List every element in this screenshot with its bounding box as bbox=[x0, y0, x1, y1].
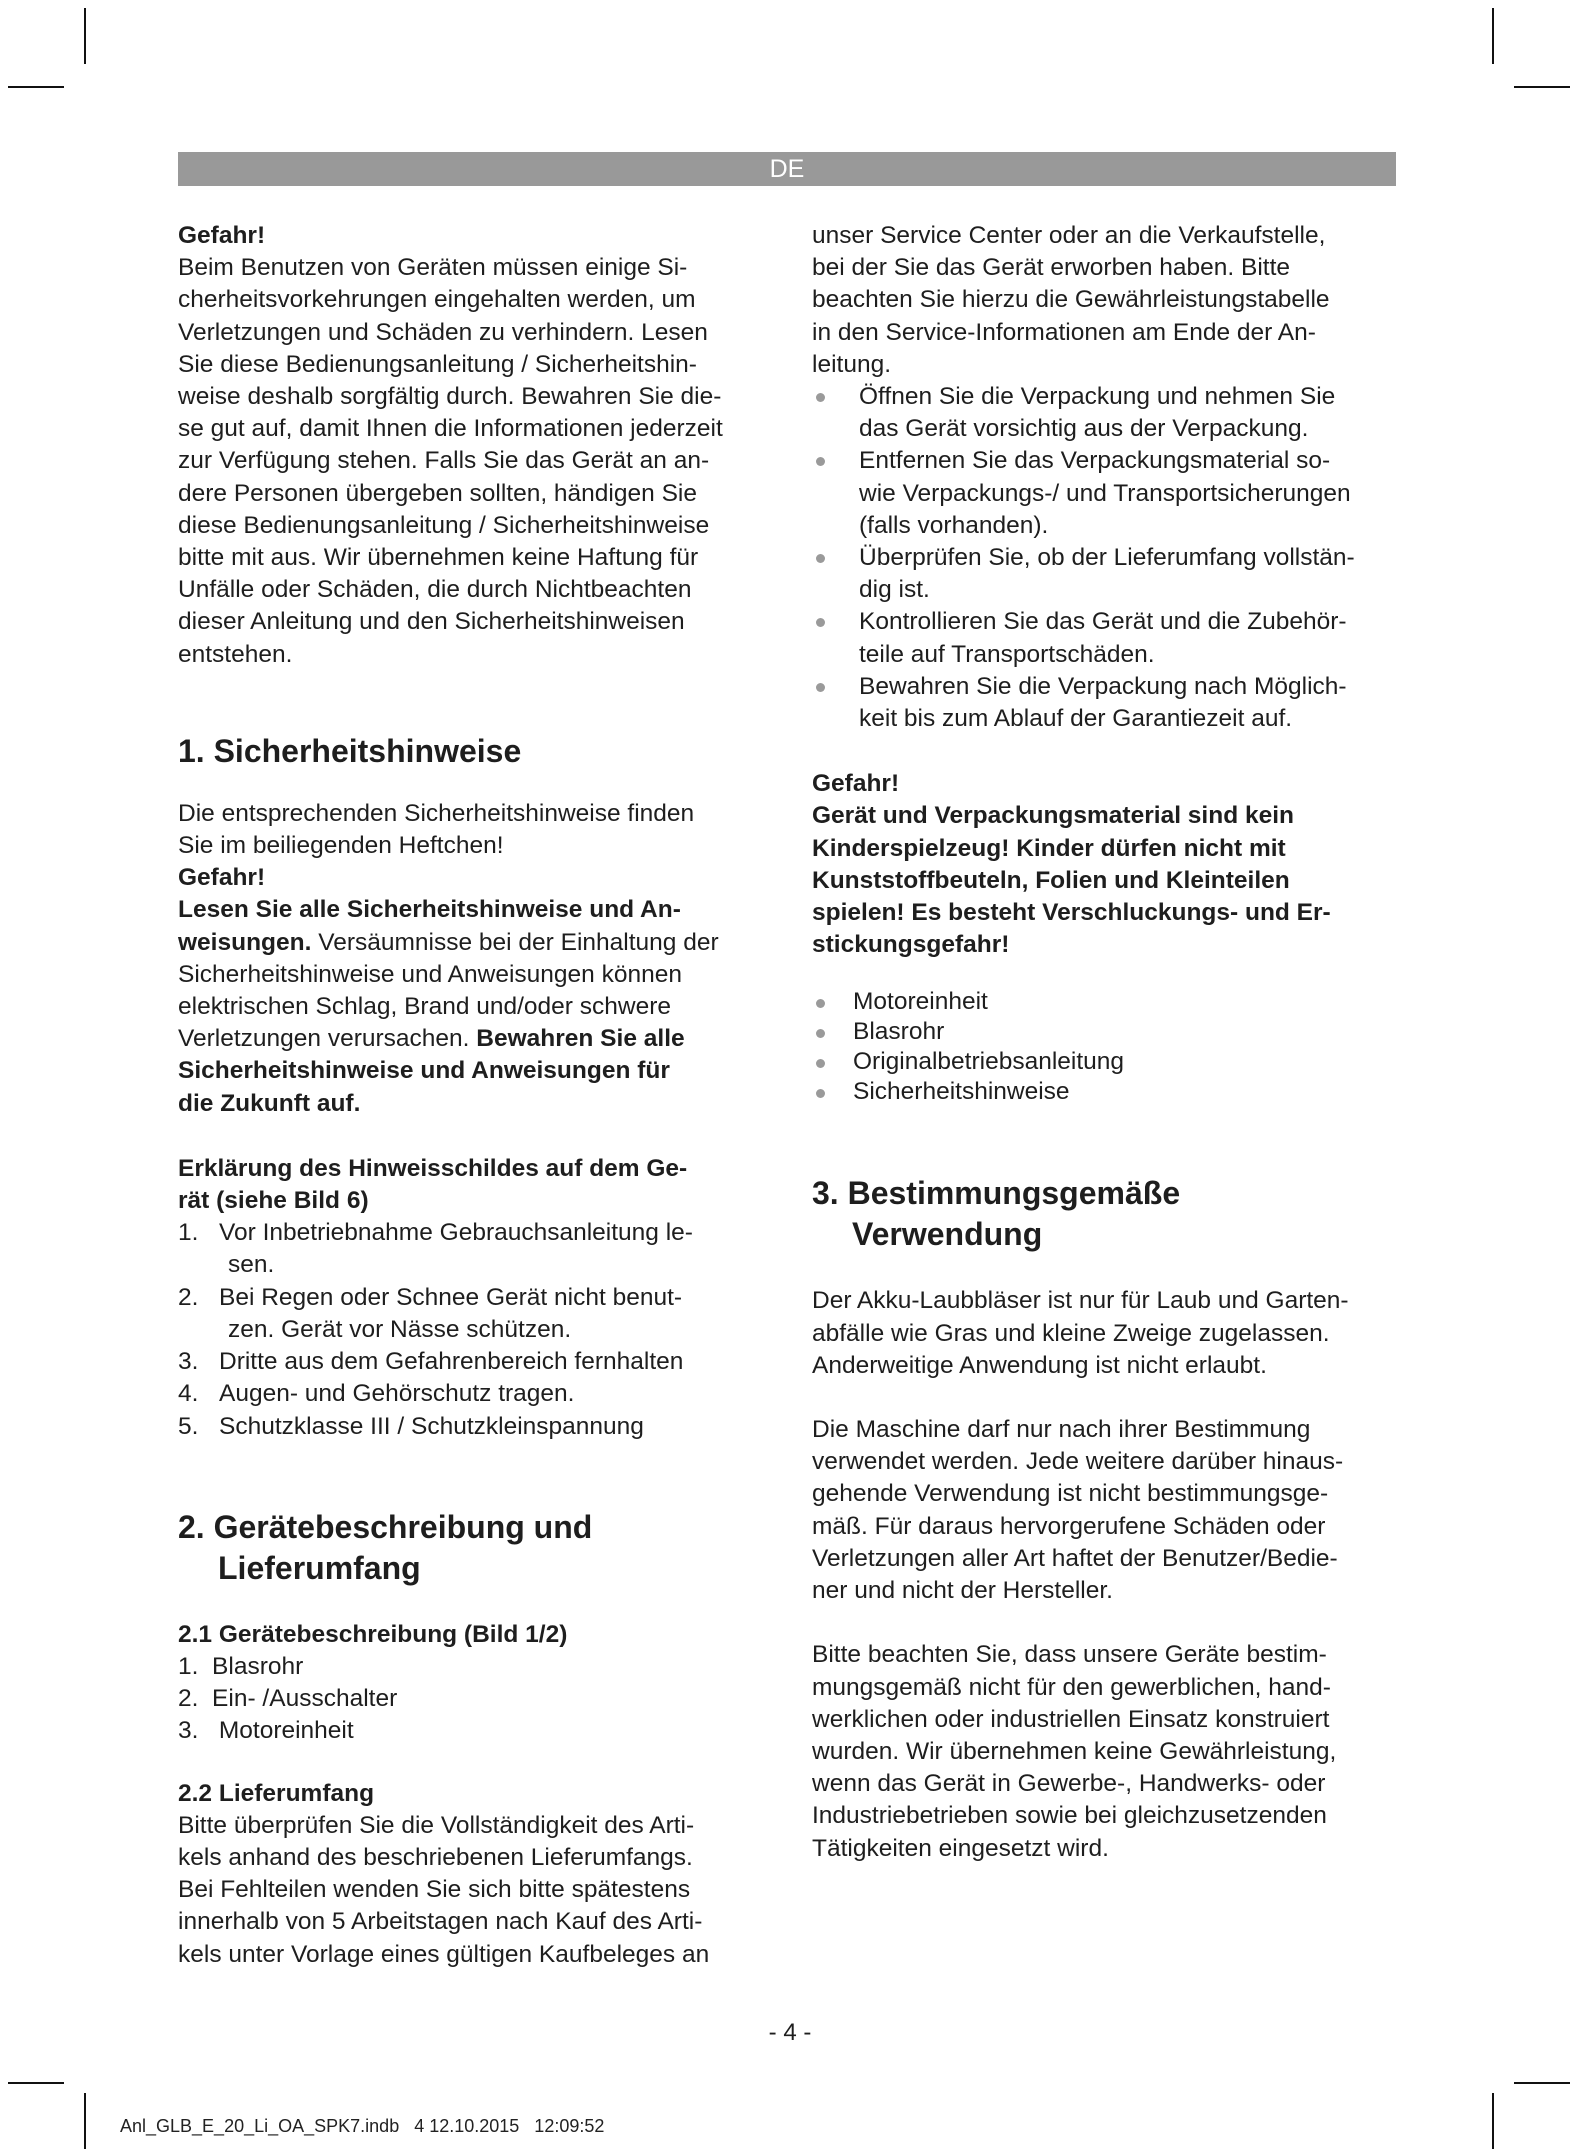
bullet-icon bbox=[816, 457, 825, 466]
text-line: werklichen oder industriellen Einsatz konstruiert bbox=[812, 1705, 1330, 1733]
list-text: Dritte aus dem Gefahrenbereich fernhalten bbox=[219, 1348, 684, 1376]
list-item bbox=[812, 1077, 1400, 1107]
text-line: Beim Benutzen von Geräten müssen einige Si- bbox=[178, 254, 688, 282]
crop-mark-br-vertical bbox=[1492, 2093, 1494, 2149]
list-item bbox=[812, 381, 1400, 445]
crop-mark-tl-horizontal bbox=[8, 86, 64, 88]
text-line: wurden. Wir übernehmen keine Gewährleistung, bbox=[812, 1737, 1337, 1765]
text-line: die Zukunft auf. bbox=[178, 1089, 361, 1117]
list-item bbox=[812, 445, 1400, 542]
crop-mark-tr-horizontal bbox=[1514, 86, 1570, 88]
list-number: 4. bbox=[178, 1380, 199, 1408]
text-line: Industriebetrieben sowie bei gleichzusetzenden bbox=[812, 1802, 1327, 1830]
language-header-bar bbox=[178, 152, 1396, 186]
text-fragment: Verletzungen verursachen. bbox=[178, 1025, 477, 1053]
bold-fragment: weisungen. bbox=[178, 928, 312, 956]
list-text: Blasrohr bbox=[853, 1018, 945, 1046]
text-line: entstehen. bbox=[178, 640, 293, 668]
text-line: zur Verfügung stehen. Falls Sie das Gerät an an- bbox=[178, 447, 710, 475]
list-item bbox=[812, 1017, 1400, 1047]
text-line: Die entsprechenden Sicherheitshinweise finden bbox=[178, 799, 695, 827]
text-line: ner und nicht der Hersteller. bbox=[812, 1577, 1113, 1605]
list-text: Bei Regen oder Schnee Gerät nicht benut- bbox=[219, 1283, 683, 1311]
text-line: spielen! Es besteht Verschluckungs- und Er- bbox=[812, 899, 1331, 927]
list-text: Augen- und Gehörschutz tragen. bbox=[219, 1380, 575, 1408]
list-text: sen. bbox=[228, 1251, 275, 1279]
section-1-warning-title: Gefahr! bbox=[178, 864, 266, 892]
text-line: kels unter Vorlage eines gültigen Kaufbeleges an bbox=[178, 1940, 710, 1968]
list-item bbox=[812, 542, 1400, 606]
text-line: bitte mit aus. Wir übernehmen keine Haftung für bbox=[178, 544, 699, 572]
crop-mark-br-horizontal bbox=[1514, 2082, 1570, 2084]
list-text: zen. Gerät vor Nässe schützen. bbox=[228, 1315, 572, 1343]
list-item bbox=[178, 1282, 768, 1346]
text-line: Der Akku-Laubbläser ist nur für Laub und Garten- bbox=[812, 1287, 1349, 1315]
text-line: elektrischen Schlag, Brand und/oder schwere bbox=[178, 993, 672, 1021]
text-line: diese Bedienungsanleitung / Sicherheitshinweise bbox=[178, 511, 710, 539]
text-line: Verletzungen aller Art haftet der Benutzer/Bedie- bbox=[812, 1544, 1338, 1572]
bold-fragment: Bewahren Sie alle bbox=[476, 1025, 685, 1053]
text-line: abfälle wie Gras und kleine Zweige zugelassen. bbox=[812, 1319, 1330, 1347]
heading-line: 3. Bestimmungsgemäße bbox=[812, 1175, 1181, 1212]
text-line: dieser Anleitung und den Sicherheitshinweisen bbox=[178, 608, 685, 636]
right-column bbox=[812, 220, 1400, 1865]
list-item bbox=[812, 987, 1400, 1017]
crop-mark-bl-vertical bbox=[84, 2093, 86, 2149]
text-line: Sie diese Bedienungsanleitung / Sicherheitshin- bbox=[178, 350, 697, 378]
bullet-icon bbox=[816, 683, 825, 692]
text-line: stickungsgefahr! bbox=[812, 931, 1010, 959]
bullet-icon bbox=[816, 1089, 825, 1098]
text-line: verwendet werden. Jede weitere darüber hinaus- bbox=[812, 1448, 1344, 1476]
text-line bbox=[178, 927, 768, 959]
text-line: cherheitsvorkehrungen eingehalten werden, um bbox=[178, 286, 696, 314]
list-item bbox=[178, 1411, 768, 1443]
left-column bbox=[178, 220, 768, 1971]
list-text: teile auf Transportschäden. bbox=[859, 640, 1155, 668]
list-item bbox=[812, 1047, 1400, 1077]
text-line bbox=[178, 1023, 768, 1055]
heading-line: 2. Gerätebeschreibung und bbox=[178, 1508, 593, 1545]
text-line: dere Personen übergeben sollten, händigen Sie bbox=[178, 479, 697, 507]
text-line: se gut auf, damit Ihnen die Informationen jederzeit bbox=[178, 415, 723, 443]
text-line: Bitte überprüfen Sie die Vollständigkeit des Arti- bbox=[178, 1811, 695, 1839]
text-line: leitung. bbox=[812, 350, 892, 378]
list-number: 1. bbox=[178, 1219, 199, 1247]
text-line: kels anhand des beschriebenen Lieferumfangs. bbox=[178, 1843, 693, 1871]
list-text: (falls vorhanden). bbox=[859, 511, 1049, 539]
list-number: 2. bbox=[178, 1283, 199, 1311]
section-1-heading: 1. Sicherheitshinweise bbox=[178, 732, 522, 769]
list-number: 5. bbox=[178, 1412, 199, 1440]
intro-warning-title: Gefahr! bbox=[178, 222, 266, 249]
list-item: 2. Ein- /Ausschalter bbox=[178, 1685, 398, 1713]
crop-mark-bl-horizontal bbox=[8, 2082, 64, 2084]
language-label: DE bbox=[769, 155, 805, 183]
list-item bbox=[178, 1217, 768, 1281]
text-line: gehende Verwendung ist nicht bestimmungsge- bbox=[812, 1480, 1329, 1508]
list-text: Bewahren Sie die Verpackung nach Möglich- bbox=[859, 672, 1347, 700]
text-line: Die Maschine darf nur nach ihrer Bestimmung bbox=[812, 1416, 1311, 1444]
text-line: unser Service Center oder an die Verkaufstelle, bbox=[812, 222, 1326, 249]
intro-paragraph bbox=[178, 252, 768, 671]
text-fragment: Versäumnisse bei der Einhaltung der bbox=[311, 928, 719, 956]
list-item bbox=[812, 671, 1400, 735]
text-line: Kinderspielzeug! Kinder dürfen nicht mit bbox=[812, 834, 1286, 862]
list-text: Überprüfen Sie, ob der Lieferumfang vollstän- bbox=[859, 544, 1355, 572]
text-line: Bei Fehlteilen wenden Sie sich bitte spätestens bbox=[178, 1876, 691, 1904]
text-line: innerhalb von 5 Arbeitstagen nach Kauf des Arti- bbox=[178, 1908, 703, 1936]
bullet-icon bbox=[816, 554, 825, 563]
text-line: Tätigkeiten eingesetzt wird. bbox=[812, 1834, 1109, 1862]
text-line: Sicherheitshinweise und Anweisungen können bbox=[178, 960, 682, 988]
section-2-heading bbox=[178, 1507, 768, 1589]
text-line: weise deshalb sorgfältig durch. Bewahren Sie die- bbox=[178, 383, 722, 411]
heading-line: Verwendung bbox=[852, 1216, 1043, 1253]
list-text: Entfernen Sie das Verpackungsmaterial so- bbox=[859, 447, 1331, 475]
text-line: wenn das Gerät in Gewerbe-, Handwerks- oder bbox=[812, 1770, 1326, 1798]
list-text: Originalbetriebsanleitung bbox=[853, 1048, 1125, 1076]
text-line: Kunststoffbeuteln, Folien und Kleinteilen bbox=[812, 866, 1290, 894]
text-line: bei der Sie das Gerät erworben haben. Bitte bbox=[812, 254, 1291, 282]
list-text: wie Verpackungs-/ und Transportsicherungen bbox=[859, 479, 1351, 507]
heading-line: Lieferumfang bbox=[218, 1549, 421, 1586]
list-text: Sicherheitshinweise bbox=[853, 1078, 1070, 1106]
text-line: Lesen Sie alle Sicherheitshinweise und An- bbox=[178, 896, 681, 924]
list-number: 3. bbox=[178, 1348, 199, 1376]
list-text: Schutzklasse III / Schutzkleinspannung bbox=[219, 1412, 644, 1440]
page-number: - 4 - bbox=[768, 2019, 812, 2046]
packaging-warning-title: Gefahr! bbox=[812, 770, 900, 798]
list-item bbox=[178, 1378, 768, 1410]
list-text: dig ist. bbox=[859, 576, 930, 604]
text-line: mäß. Für daraus hervorgerufene Schäden oder bbox=[812, 1512, 1326, 1540]
list-item: 1. Blasrohr bbox=[178, 1652, 304, 1680]
list-text: Öffnen Sie die Verpackung und nehmen Sie bbox=[859, 383, 1336, 411]
bullet-icon bbox=[816, 393, 825, 402]
print-slug: Anl_GLB_E_20_Li_OA_SPK7.indb 4 12.10.2015 12:09:52 bbox=[120, 2116, 605, 2136]
list-text: Motoreinheit bbox=[853, 988, 988, 1016]
sign-explanation-title: Erklärung des Hinweisschildes auf dem Ge- bbox=[178, 1154, 688, 1182]
text-line: Anderweitige Anwendung ist nicht erlaubt. bbox=[812, 1351, 1267, 1379]
text-line: in den Service-Informationen am Ende der An- bbox=[812, 318, 1316, 346]
scope-of-delivery-list bbox=[812, 987, 1400, 1107]
crop-mark-tl-vertical bbox=[84, 8, 86, 64]
section-3-heading bbox=[812, 1173, 1400, 1255]
sign-explanation-title: rät (siehe Bild 6) bbox=[178, 1187, 369, 1215]
text-line: Unfälle oder Schäden, die durch Nichtbeachten bbox=[178, 576, 692, 604]
bullet-icon bbox=[816, 618, 825, 627]
list-text: Kontrollieren Sie das Gerät und die Zubehör- bbox=[859, 608, 1347, 636]
sign-explanation-list bbox=[178, 1217, 768, 1442]
list-text: keit bis zum Ablauf der Garantiezeit auf. bbox=[859, 705, 1293, 733]
unpacking-steps-list bbox=[812, 381, 1400, 735]
subsection-2-1-title: 2.1 Gerätebeschreibung (Bild 1/2) bbox=[178, 1620, 568, 1648]
text-line: Bitte beachten Sie, dass unsere Geräte bestim- bbox=[812, 1641, 1327, 1669]
list-item bbox=[812, 606, 1400, 670]
text-line: mungsgemäß nicht für den gewerblichen, hand- bbox=[812, 1673, 1331, 1701]
bullet-icon bbox=[816, 999, 825, 1008]
list-text: Vor Inbetriebnahme Gebrauchsanleitung le- bbox=[219, 1219, 693, 1247]
list-item bbox=[178, 1346, 768, 1378]
text-line: Sie im beiliegenden Heftchen! bbox=[178, 832, 504, 860]
bullet-icon bbox=[816, 1059, 825, 1068]
text-line: Gerät und Verpackungsmaterial sind kein bbox=[812, 802, 1294, 830]
text-line: Sicherheitshinweise und Anweisungen für bbox=[178, 1057, 670, 1085]
bullet-icon bbox=[816, 1029, 825, 1038]
list-item: 3. Motoreinheit bbox=[178, 1717, 354, 1745]
text-line: Verletzungen und Schäden zu verhindern. Lesen bbox=[178, 318, 708, 346]
list-text: das Gerät vorsichtig aus der Verpackung. bbox=[859, 415, 1309, 443]
subsection-2-2-title: 2.2 Lieferumfang bbox=[178, 1779, 375, 1807]
crop-mark-tr-vertical bbox=[1492, 8, 1494, 64]
text-line: beachten Sie hierzu die Gewährleistungstabelle bbox=[812, 286, 1330, 314]
